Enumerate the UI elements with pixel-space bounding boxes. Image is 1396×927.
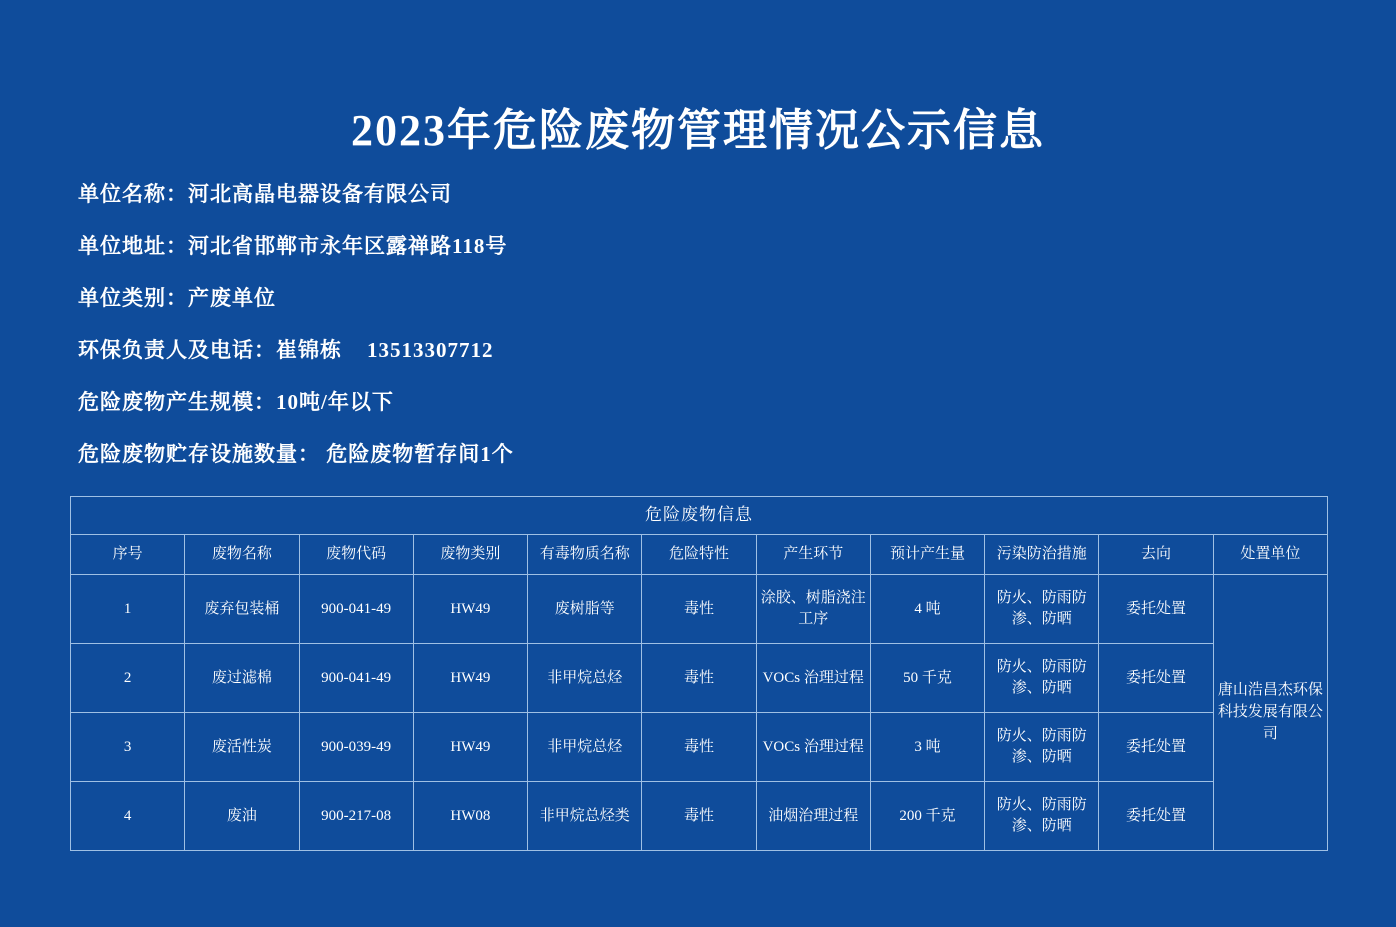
cell-measure: 防火、防雨防渗、防晒 <box>985 644 1099 713</box>
cell-hazard: 毒性 <box>642 575 756 644</box>
cell-destination: 委托处置 <box>1099 713 1213 782</box>
info-waste-scale: 危险废物产生规模：10吨/年以下 <box>78 390 394 414</box>
cell-amount: 200 千克 <box>870 782 984 851</box>
table-caption: 危险废物信息 <box>71 497 1328 535</box>
table-caption-row <box>71 497 1328 535</box>
column-header-disposal-unit: 处置单位 <box>1213 534 1327 575</box>
cell-amount: 4 吨 <box>870 575 984 644</box>
cell-toxic: 非甲烷总烃类 <box>528 782 642 851</box>
cell-toxic: 非甲烷总烃 <box>528 713 642 782</box>
cell-hazard: 毒性 <box>642 713 756 782</box>
info-company-category: 单位类别：产废单位 <box>78 286 276 310</box>
table-row <box>71 713 1328 782</box>
cell-toxic: 废树脂等 <box>528 575 642 644</box>
column-header-stage: 产生环节 <box>756 534 870 575</box>
cell-disposal-unit: 唐山浩昌杰环保科技发展有限公司 <box>1213 575 1327 851</box>
cell-code: 900-217-08 <box>299 782 413 851</box>
column-header-amount: 预计产生量 <box>870 534 984 575</box>
cell-destination: 委托处置 <box>1099 644 1213 713</box>
cell-name: 废活性炭 <box>185 713 299 782</box>
cell-toxic: 非甲烷总烃 <box>528 644 642 713</box>
company-info-block <box>70 184 1326 465</box>
info-company-address: 单位地址：河北省邯郸市永年区露禅路118号 <box>78 234 508 258</box>
cell-name: 废过滤棉 <box>185 644 299 713</box>
cell-index: 3 <box>71 713 185 782</box>
column-header-code: 废物代码 <box>299 534 413 575</box>
cell-destination: 委托处置 <box>1099 575 1213 644</box>
cell-category: HW08 <box>413 782 527 851</box>
cell-stage: VOCs 治理过程 <box>756 644 870 713</box>
cell-amount: 50 千克 <box>870 644 984 713</box>
table-row <box>71 644 1328 713</box>
cell-name: 废弃包装桶 <box>185 575 299 644</box>
cell-code: 900-041-49 <box>299 575 413 644</box>
column-header-category: 废物类别 <box>413 534 527 575</box>
cell-category: HW49 <box>413 644 527 713</box>
cell-code: 900-039-49 <box>299 713 413 782</box>
column-header-name: 废物名称 <box>185 534 299 575</box>
cell-index: 2 <box>71 644 185 713</box>
cell-category: HW49 <box>413 575 527 644</box>
cell-stage: VOCs 治理过程 <box>756 713 870 782</box>
column-header-toxic: 有毒物质名称 <box>528 534 642 575</box>
info-storage-facilities: 危险废物贮存设施数量： 危险废物暂存间1个 <box>78 442 514 466</box>
cell-hazard: 毒性 <box>642 782 756 851</box>
cell-index: 1 <box>71 575 185 644</box>
info-env-contact: 环保负责人及电话：崔锦栋 13513307712 <box>78 338 494 362</box>
column-header-index: 序号 <box>71 534 185 575</box>
page-title: 2023年危险废物管理情况公示信息 <box>351 106 1045 155</box>
table-header-row <box>71 534 1328 575</box>
table-row <box>71 782 1328 851</box>
column-header-destination: 去向 <box>1099 534 1213 575</box>
cell-hazard: 毒性 <box>642 644 756 713</box>
cell-index: 4 <box>71 782 185 851</box>
cell-code: 900-041-49 <box>299 644 413 713</box>
cell-name: 废油 <box>185 782 299 851</box>
info-company-name: 单位名称：河北高晶电器设备有限公司 <box>78 182 452 206</box>
cell-stage: 油烟治理过程 <box>756 782 870 851</box>
hazardous-waste-table <box>70 496 1328 851</box>
column-header-measure: 污染防治措施 <box>985 534 1099 575</box>
cell-measure: 防火、防雨防渗、防晒 <box>985 782 1099 851</box>
cell-measure: 防火、防雨防渗、防晒 <box>985 713 1099 782</box>
cell-destination: 委托处置 <box>1099 782 1213 851</box>
cell-stage: 涂胶、树脂浇注工序 <box>756 575 870 644</box>
table-row <box>71 575 1328 644</box>
cell-amount: 3 吨 <box>870 713 984 782</box>
column-header-hazard: 危险特性 <box>642 534 756 575</box>
cell-measure: 防火、防雨防渗、防晒 <box>985 575 1099 644</box>
cell-category: HW49 <box>413 713 527 782</box>
